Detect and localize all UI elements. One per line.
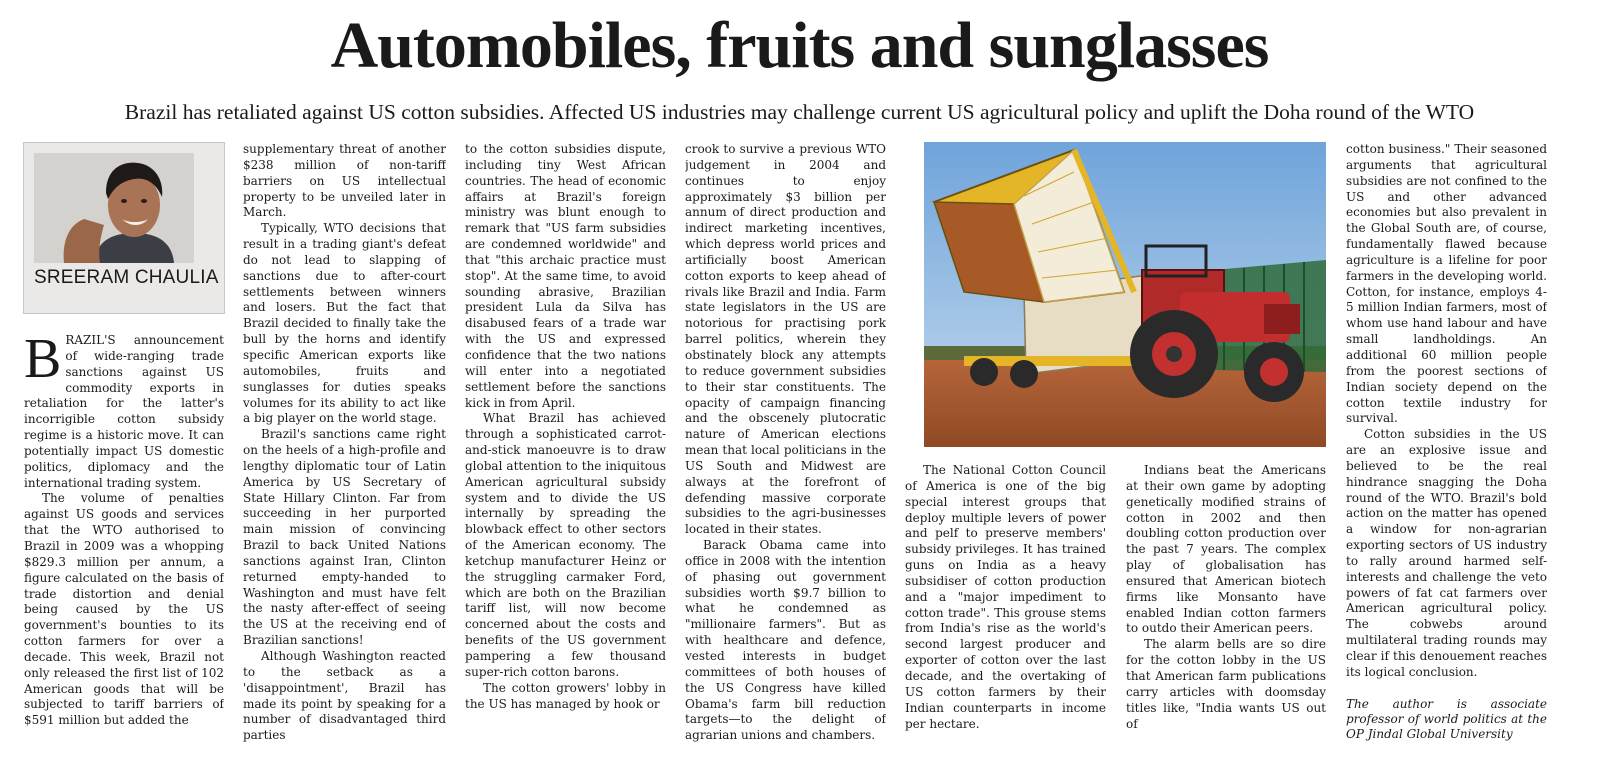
author-photo: [34, 153, 194, 263]
article-paragraph: The National Cotton Council of America is one of the big special interest groups that deploy multiple levers of power and pelf to preserve members' subsidy privileges. It has trained guns on India as a heavy subsidiser of cotton production and a "major impediment to cotton trade". This grouse stems from India's rise as the world's second largest producer and exporter of cotton over the last decade, and the overtaking of US cotton farmers by their Indian counterparts in income per hectare.: [905, 463, 1106, 731]
article-paragraph: [24, 333, 224, 491]
article-paragraph: Indians beat the Americans at their own game by adopting genetically modified strains of cotton in 2002 and then doubling cotton production over the past 7 years. The complex play of globalisation has ensured that American biotech firms like Monsanto have enabled Indian cotton farmers to outdo their American peers.: [1126, 463, 1326, 636]
author-name: SREERAM CHAULIA: [34, 267, 219, 288]
headline: Automobiles, fruits and sunglasses: [330, 9, 1269, 82]
article-paragraph: The volume of penalties against US goods and services that the WTO authorised to Brazil in 2009 was a whopping $829.3 million per annum, a figure calculated on the basis of trade distortion and denial being caused by the US government's bounties to its cotton farmers for over a decade. This week, Brazil not only released the first list of 102 American goods that will be subjected to tariff barriers of $591 million but added the: [24, 491, 224, 728]
paragraph-text: RAZIL'S announcement of wide-ranging trade sanctions against US commodity exports in retaliation for the latter's incorrigible cotton subsidy regime is a historic move. It can potentially impact US domestic politics, diplomacy and the international trading system.: [24, 333, 224, 490]
article-paragraph: Typically, WTO decisions that result in a trading giant's defeat do not lead to slapping of sanctions due to after-court settlements between winners and losers. But the fact that Brazil decided to finally take the bull by the horns and identify specific American exports like automobiles, fruits and sunglasses for duties speaks volumes for its ability to act like a big player on the world stage.: [243, 221, 446, 426]
deck: Brazil has retaliated against US cotton subsidies. Affected US industries may challenge current US agricultural policy and uplift the Doha round of the WTO: [124, 100, 1475, 124]
article-paragraph: The cotton growers' lobby in the US has managed by hook or: [465, 680, 666, 711]
author-box: [23, 142, 225, 314]
article-paragraph: crook to survive a previous WTO judgement in 2004 and continues to enjoy approximately $3 billion per annum of direct production and indirect marketing incentives, which depress world prices and artificially boost American cotton exports to keep ahead of rivals like Brazil and India. Farm state legislators in the US are notorious for practising pork barrel politics, wherein they obstinately block any attempts to reduce government subsidies to their star constituents. The opacity of campaign financing and the obscenely plutocratic nature of American elections mean that local politicians in the US South and Midwest are always at the forefront of defending massive corporate subsidies to the agri-businesses located in their states.: [685, 142, 886, 537]
tractor-photo: [924, 142, 1326, 447]
article-column-3: [465, 142, 666, 763]
article-column-6: [1126, 463, 1326, 763]
author-byline: The author is associate professor of world politics at the OP Jindal Global University: [1346, 696, 1547, 741]
article-paragraph: Brazil's sanctions came right on the heels of a high-profile and lengthy diplomatic tour of Latin America by US Secretary of State Hillary Clinton. Far from succeeding in her purported main mission of convincing Brazil to back United Nations sanctions against Iran, Clinton returned empty-handed to Washington and must have felt the nasty after-effect of seeing the US at the receiving end of Brazilian sanctions!: [243, 427, 446, 648]
article-paragraph: Although Washington reacted to the setback as a 'disappointment', Brazil has made its point by speaking for a number of disadvantaged third parties: [243, 649, 446, 743]
article-column-5: [905, 463, 1106, 763]
article-column-7: [1346, 142, 1547, 763]
article-paragraph: supplementary threat of another $238 million of non-tariff barriers on US intellectual property to be unveiled later in March.: [243, 142, 446, 220]
article-paragraph: What Brazil has achieved through a sophisticated carrot-and-stick manoeuvre is to draw global attention to the iniquitous American agricultural subsidy system and to divide the US internally by spreading the blowback effect to other sectors of the American economy. The ketchup manufacturer Heinz or the struggling carmaker Ford, which are both on the Brazilian tariff list, will now become concerned about the costs and benefits of the US government pampering a few thousand super-rich cotton barons.: [465, 411, 666, 679]
article-paragraph: cotton business." Their seasoned arguments that agricultural subsidies are not confined to the US and other advanced economies but also prevalent in the Global South are, of course, fundamentally flawed because agriculture is a lifeline for poor farmers in the developing world. Cotton, for instance, employs 4-5 million Indian farmers, most of whom use hand labour and have small landholdings. An additional 60 million people from the poorest sections of Indian society depend on the cotton textile industry for survival.: [1346, 142, 1547, 426]
article-paragraph: Cotton subsidies in the US are an explosive issue and believed to be the real hindrance snagging the Doha round of the WTO. Brazil's bold action on the matter has opened a window for non-agrarian exporting sectors of US industry to rally around harmed self-interests and challenge the veto powers of fat cat farmers over American agricultural policy. The cobwebs around multilateral trading rounds may clear if this denouement reaches its logical conclusion.: [1346, 427, 1547, 679]
article-paragraph: Barack Obama came into office in 2008 with the intention of phasing out government subsidies worth $9.7 billion to what he condemned as "millionaire farmers". But as with healthcare and defence, vested interests in budget committees of both houses of the US Congress have killed Obama's farm bill reduction targets—to the delight of agrarian unions and chambers.: [685, 538, 886, 743]
drop-cap: B: [24, 333, 62, 390]
article-column-2: [243, 142, 446, 763]
article-column-1: [24, 333, 224, 763]
article-paragraph: The alarm bells are so dire for the cotton lobby in the US that American farm publications carry articles with doomsday titles like, "India wants US out of: [1126, 637, 1326, 731]
article-paragraph: to the cotton subsidies dispute, including tiny West African countries. The head of economic affairs at Brazil's foreign ministry was blunt enough to remark that "US farm subsidies are condemned worldwide" and that "this archaic practice must stop". At the same time, to avoid sounding abrasive, Brazilian president Lula da Silva has disabused fears of a trade war with the US and expressed confidence that the two nations will enter into a negotiated settlement before the sanctions kick in from April.: [465, 142, 666, 410]
article-column-4: [685, 142, 886, 763]
